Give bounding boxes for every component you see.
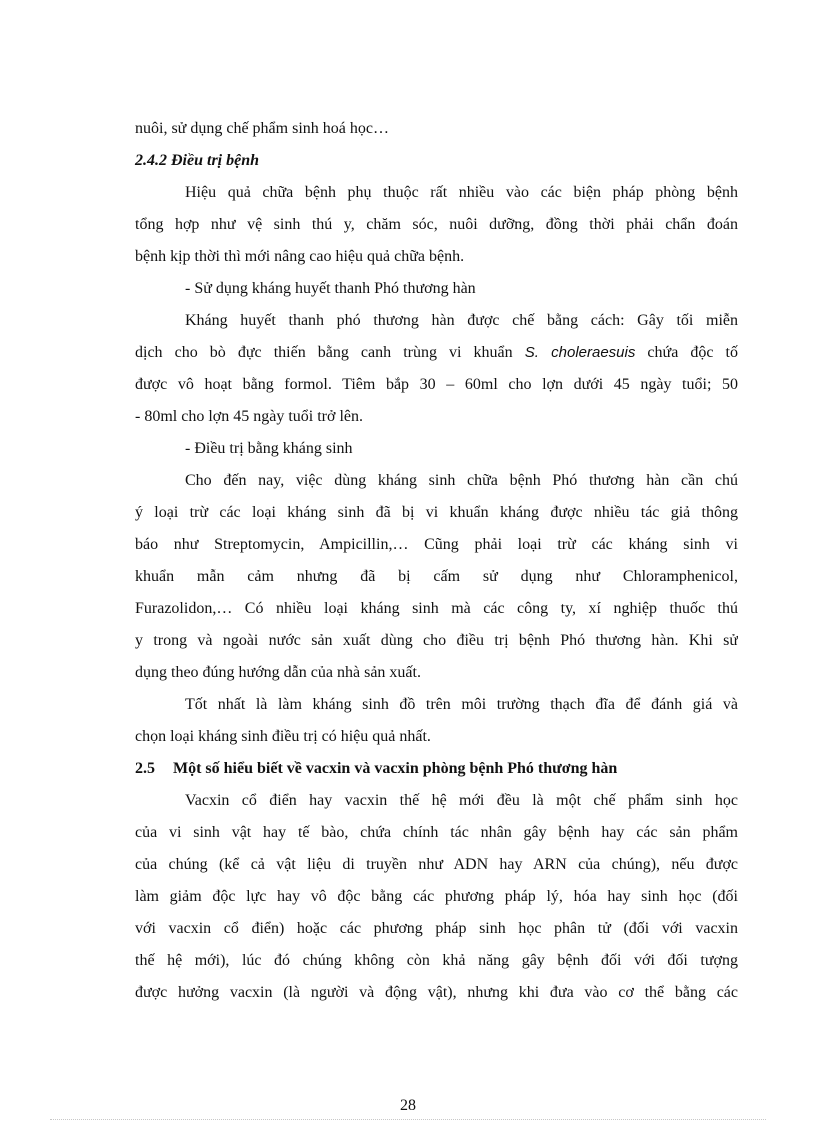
body-line: Kháng huyết thanh phó thương hàn được chế bằng cách: Gây tối miễn: [185, 312, 738, 329]
page-body: [135, 113, 738, 1009]
body-line: Cho đến nay, việc dùng kháng sinh chữa bệnh Phó thương hàn cần chú: [185, 472, 738, 489]
body-line: của vi sinh vật hay tế bào, chứa chính tác nhân gây bệnh hay các sản phẩm: [135, 824, 738, 841]
subheading-antiserum: - Sử dụng kháng huyết thanh Phó thương hàn: [185, 280, 476, 297]
species-name: S. choleraesuis: [524, 344, 636, 361]
body-line: với vacxin cổ điển) hoặc các phương pháp sinh học phân tử (đối với vacxin: [135, 920, 738, 937]
section-number: 2.5: [135, 760, 155, 777]
body-line: bệnh kịp thời thì mới nâng cao hiệu quả chữa bệnh.: [135, 248, 465, 265]
body-line: chọn loại kháng sinh điều trị có hiệu quả nhất.: [135, 728, 431, 745]
body-line: Furazolidon,… Có nhiều loại kháng sinh mà các công ty, xí nghiệp thuốc thú: [135, 600, 738, 617]
body-line: được vô hoạt bằng formol. Tiêm bắp 30 – 60ml cho lợn dưới 45 ngày tuổi; 50: [135, 376, 738, 393]
body-line: y trong và ngoài nước sản xuất dùng cho điều trị bệnh Phó thương hàn. Khi sử: [135, 632, 738, 649]
body-line: của chúng (kể cả vật liệu di truyền như ADN hay ARN của chúng), nếu được: [135, 856, 738, 873]
subheading-antibiotics: - Điều trị bằng kháng sinh: [185, 440, 353, 457]
body-text: chứa độc tố: [635, 344, 738, 361]
body-line: tổng hợp như vệ sinh thú y, chăm sóc, nuôi dưỡng, đồng thời phải chẩn đoán: [135, 216, 738, 233]
section-title: Một số hiểu biết về vacxin và vacxin phòng bệnh Phó thương hàn: [173, 760, 618, 777]
body-text: dịch cho bò đực thiến bằng canh trùng vi khuẩn: [135, 344, 525, 361]
body-line: thế hệ mới), lúc đó chúng không còn khả năng gây bệnh đối với đối tượng: [135, 952, 738, 969]
body-line: Hiệu quả chữa bệnh phụ thuộc rất nhiều vào các biện pháp phòng bệnh: [185, 184, 738, 201]
body-line: nuôi, sử dụng chế phẩm sinh hoá học…: [135, 120, 389, 137]
section-heading-2-5: [135, 753, 738, 785]
body-line: làm giảm độc lực hay vô độc bằng các phương pháp lý, hóa hay sinh học (đối: [135, 888, 738, 905]
footer-divider: [50, 1119, 766, 1120]
body-line: Vacxin cổ điển hay vacxin thế hệ mới đều là một chế phẩm sinh học: [185, 792, 738, 809]
body-line: báo như Streptomycin, Ampicillin,… Cũng phải loại trừ các kháng sinh vi: [135, 536, 738, 553]
body-line: [135, 337, 738, 369]
body-line: được hưởng vacxin (là người và động vật), nhưng khi đưa vào cơ thể bằng các: [135, 984, 738, 1001]
page-number: 28: [400, 1097, 416, 1114]
body-line: Tốt nhất là làm kháng sinh đồ trên môi trường thạch đĩa để đánh giá và: [185, 696, 738, 713]
body-line: dụng theo đúng hướng dẫn của nhà sản xuất.: [135, 664, 421, 681]
section-heading-2-4-2: 2.4.2 Điều trị bệnh: [135, 152, 260, 169]
body-line: ý loại trừ các loại kháng sinh đã bị vi khuẩn kháng được nhiều tác giả thông: [135, 504, 738, 521]
body-line: - 80ml cho lợn 45 ngày tuổi trở lên.: [135, 408, 363, 425]
body-line: khuẩn mẫn cảm nhưng đã bị cấm sử dụng như Chloramphenicol,: [135, 568, 738, 585]
